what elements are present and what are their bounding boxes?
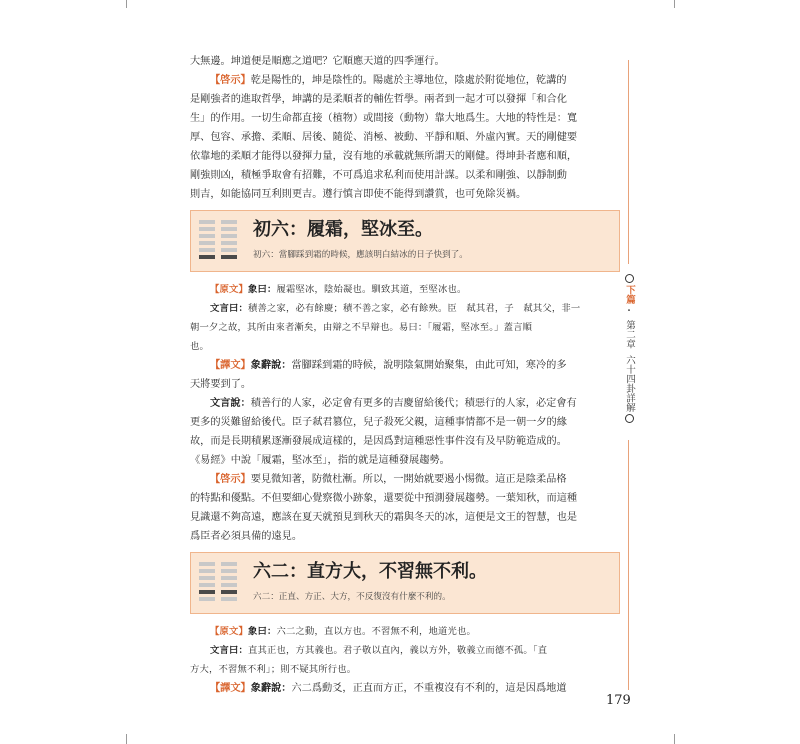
yao1-insight: 爲臣者必須具備的遠見。 (190, 531, 303, 542)
running-header-title: 六十四卦詳解 (624, 354, 635, 412)
yao1-wenyan-translation: 文言說：積善行的人家，必定會有更多的吉慶留給後代；積惡行的人家，必定會有 (210, 397, 577, 409)
yao1-title: 初六：履霜，堅冰至。 (253, 219, 433, 240)
hexagram-kun-icon (199, 562, 237, 604)
insight1-line: 是剛強者的進取哲學，坤講的是柔順者的輔佐哲學。兩者到一起才可以發揮「和合化 (190, 94, 567, 105)
hexagram-kun-icon (199, 220, 237, 262)
crop-mark-bottom-right (674, 734, 675, 744)
yao1-wenyan: 文言曰：積善之家，必有餘慶；積不善之家，必有餘殃。臣 弒其君，子 弒其父，非一 (210, 303, 581, 314)
intro-line: 大無邊。坤道便是順應之道吧？它順應天道的四季運行。 (190, 56, 445, 67)
crop-mark-top-left (126, 0, 127, 8)
insight1-line: 厚、包容、承擔、柔順、居後、隨從、消極、被動、平靜和順、外虛內實。天的剛健要 (190, 132, 578, 143)
yao1-wenyan: 朝一夕之故，其所由來者漸矣，由辯之不早辯也。易曰：「履霜，堅冰至。」蓋言順 (190, 322, 533, 333)
insight1-line: 剛強則凶，積極爭取會有招難，不可爲追求私利而使用計謀。以柔和剛強、以靜制動 (190, 170, 567, 181)
yao1-wenyan-translation: 更多的災難留給後代。臣子弒君篡位，兒子殺死父親，這種事情都不是一朝一夕的緣 (190, 417, 567, 428)
running-header-part: 下篇 (624, 285, 635, 304)
page-number: 179 (606, 693, 631, 708)
yao1-wenyan-translation: 故，而是長期積累逐漸發展成這樣的，是因爲對這種惡性事件沒有及早防範造成的。 (190, 436, 567, 447)
yao1-insight: 的特點和優點。不但要細心覺察微小跡象，還要從中預測發展趨勢。一葉知秋，而這種 (190, 493, 578, 504)
yao1-wenyan: 也。 (190, 341, 209, 352)
yao2-subtitle: 六二：正直、方正、大方，不反復沒有什麼不利的。 (253, 592, 451, 602)
yao2-heading-box (190, 552, 620, 614)
yao2-wenyan: 方大，不習無不利」；則不疑其所行也。 (190, 664, 357, 675)
insight1-line: 則吉，如能協同互利則更吉。遵行慎言即使不能得到讚賞，也可免除災禍。 (190, 189, 527, 200)
running-header: 下篇 ・ 第二章 六十四卦詳解 (622, 272, 636, 425)
crop-mark-bottom-left (126, 734, 127, 744)
running-header-chapter: 第二章 (624, 320, 635, 349)
yao1-xiang: 【原文】象曰：履霜堅冰，陰始凝也。馴致其道，至堅冰也。 (210, 284, 467, 295)
margin-rule-top (628, 60, 629, 264)
margin-rule-bottom (628, 440, 629, 690)
yao1-translation: 【譯文】象辭說：當腳踩到霜的時候，說明陰氣開始聚集，由此可知，寒冷的多 (210, 359, 567, 371)
yao2-title: 六二：直方大，不習無不利。 (253, 561, 487, 582)
yao2-xiang: 【原文】象曰：六二之動，直以方也。不習無不利，地道光也。 (210, 626, 476, 637)
circle-bullet-icon (625, 414, 634, 423)
yao1-translation: 天將要到了。 (190, 379, 252, 390)
yao2-wenyan: 文言曰：直其正也，方其義也。君子敬以直內，義以方外，敬義立而德不孤。「直 (210, 645, 548, 656)
yao1-insight: 見識還不夠高遠，應該在夏天就預見到秋天的霜與冬天的冰，這便是文王的智慧，也是 (190, 512, 578, 523)
insight1-line: 生」的作用。一切生命都直接（植物）或間接（動物）靠大地爲生。大地的特性是：寬 (190, 113, 578, 124)
circle-bullet-icon (625, 274, 634, 283)
yao1-subtitle: 初六：當腳踩到霜的時候，應該明白結冰的日子快到了。 (253, 250, 468, 260)
yao1-heading-box (190, 210, 620, 272)
insight1-line: 依靠地的柔順才能得以發揮力量，沒有地的承載就無所謂天的剛健。得坤卦者應和順， (190, 151, 578, 162)
yao1-insight: 【啓示】要見微知著，防微杜漸。所以，一開始就要遏小惕微。這正是陰柔品格 (210, 473, 567, 485)
insight-tag: 【啓示】 (210, 74, 251, 86)
insight1-line: 【啓示】乾是陽性的，坤是陰性的。陽處於主導地位，陰處於附從地位，乾講的 (210, 74, 567, 86)
crop-mark-top-right (674, 0, 675, 8)
page-body (190, 52, 620, 698)
yao1-wenyan-translation: 《易經》中說「履霜，堅冰至」，指的就是這種發展趨勢。 (190, 455, 450, 466)
yao2-translation: 【譯文】象辭說：六二爲動爻，正直而方正，不重複沒有不利的，這是因爲地道 (210, 682, 567, 694)
